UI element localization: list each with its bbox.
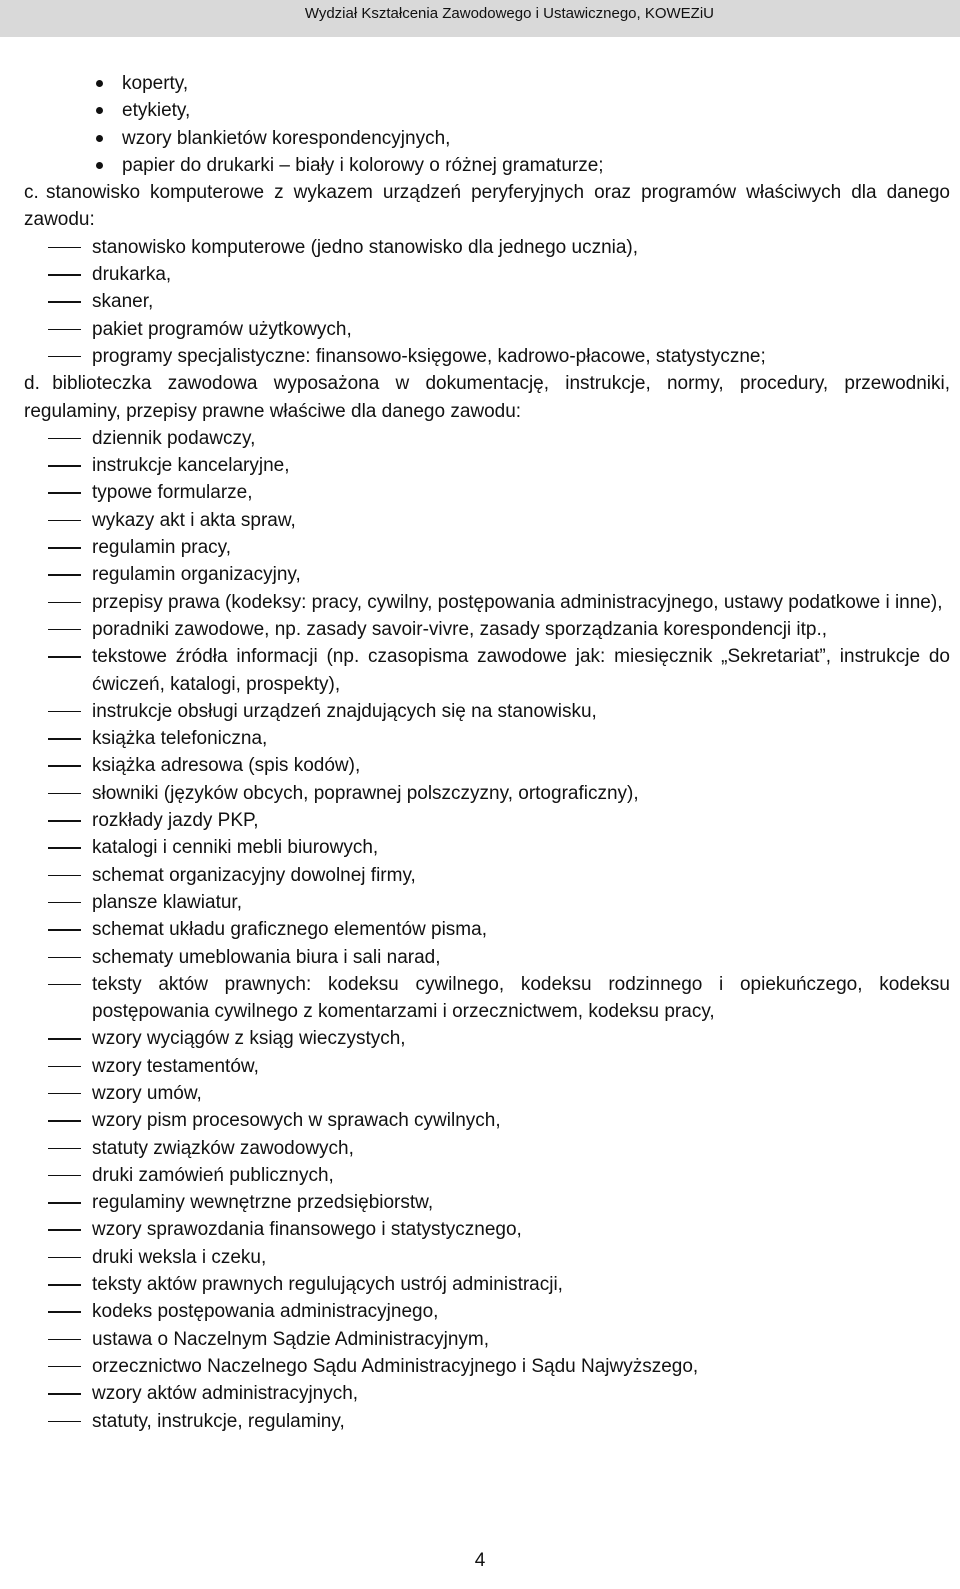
section-d-text: biblioteczka zawodowa wyposażona w dokumentację, instrukcje, normy, procedury, przewodniki, regulaminy, przepisy prawne właściwe dla danego zawodu: [24, 373, 950, 422]
dash-item: drukarka, [24, 261, 950, 288]
dash-item: książka telefoniczna, [24, 725, 950, 752]
dash-item: ustawa o Naczelnym Sądzie Administracyjnym, [24, 1326, 950, 1353]
dash-item: poradniki zawodowe, np. zasady savoir-vivre, zasady sporządzania korespondencji itp., [24, 616, 950, 643]
dash-item: wzory umów, [24, 1080, 950, 1107]
dash-item: schemat organizacyjny dowolnej firmy, [24, 862, 950, 889]
section-c-label: c. [24, 182, 39, 204]
dash-item: wzory testamentów, [24, 1053, 950, 1080]
page-header [0, 0, 960, 37]
dash-item: wzory wyciągów z ksiąg wieczystych, [24, 1025, 950, 1052]
dash-item: wzory sprawozdania finansowego i statystycznego, [24, 1216, 950, 1243]
dash-item: instrukcje kancelaryjne, [24, 452, 950, 479]
dash-item: wykazy akt i akta spraw, [24, 507, 950, 534]
dash-item: teksty aktów prawnych: kodeksu cywilnego, kodeksu rodzinnego i opiekuńczego, kodeksu postępowania cywilnego z komentarzami i orzecznictwem, kodeksu pracy, [24, 971, 950, 1026]
dash-item: kodeks postępowania administracyjnego, [24, 1298, 950, 1325]
section-d [24, 370, 950, 425]
dash-item: teksty aktów prawnych regulujących ustrój administracji, [24, 1271, 950, 1298]
dash-item: słowniki (języków obcych, poprawnej polszczyzny, ortograficzny), [24, 780, 950, 807]
dash-item: plansze klawiatur, [24, 889, 950, 916]
dash-item: regulamin organizacyjny, [24, 561, 950, 588]
bullet-item: koperty, [24, 70, 950, 97]
header-title: Wydział Kształcenia Zawodowego i Ustawicznego, KOWEZiU [304, 5, 714, 22]
dash-item: statuty, instrukcje, regulaminy, [24, 1408, 950, 1435]
dash-item: książka adresowa (spis kodów), [24, 752, 950, 779]
dash-item: regulaminy wewnętrzne przedsiębiorstw, [24, 1189, 950, 1216]
dash-item: dziennik podawczy, [24, 425, 950, 452]
section-c-list [24, 234, 950, 370]
dash-item: schemat układu graficznego elementów pisma, [24, 916, 950, 943]
section-c [24, 179, 950, 234]
dash-item: typowe formularze, [24, 479, 950, 506]
section-d-list [24, 425, 950, 1435]
dash-item: instrukcje obsługi urządzeń znajdujących się na stanowisku, [24, 698, 950, 725]
dash-item: pakiet programów użytkowych, [24, 316, 950, 343]
dash-item: katalogi i cenniki mebli biurowych, [24, 834, 950, 861]
dash-item: stanowisko komputerowe (jedno stanowisko dla jednego ucznia), [24, 234, 950, 261]
section-d-label: d. [24, 373, 40, 395]
dash-item: rozkłady jazdy PKP, [24, 807, 950, 834]
dash-item: statuty związków zawodowych, [24, 1135, 950, 1162]
dash-item: orzecznictwo Naczelnego Sądu Administracyjnego i Sądu Najwyższego, [24, 1353, 950, 1380]
dash-item: wzory aktów administracyjnych, [24, 1380, 950, 1407]
bullet-item: papier do drukarki – biały i kolorowy o różnej gramaturze; [24, 152, 950, 179]
dash-item: skaner, [24, 288, 950, 315]
dash-item: przepisy prawa (kodeksy: pracy, cywilny, postępowania administracyjnego, ustawy podatkowe i inne), [24, 589, 950, 616]
bullet-item: etykiety, [24, 97, 950, 124]
dash-item: druki weksla i czeku, [24, 1244, 950, 1271]
dash-item: regulamin pracy, [24, 534, 950, 561]
dash-item: tekstowe źródła informacji (np. czasopisma zawodowe jak: miesięcznik „Sekretariat”, instrukcje do ćwiczeń, katalogi, prospekty), [24, 643, 950, 698]
page-number: 4 [474, 1550, 486, 1571]
dash-item: schematy umeblowania biura i sali narad, [24, 944, 950, 971]
dash-item: wzory pism procesowych w sprawach cywilnych, [24, 1107, 950, 1134]
document-body [24, 70, 950, 1435]
section-c-text: stanowisko komputerowe z wykazem urządzeń peryferyjnych oraz programów właściwych dla danego zawodu: [24, 182, 950, 231]
dash-item: programy specjalistyczne: finansowo-księgowe, kadrowo-płacowe, statystyczne; [24, 343, 950, 370]
dash-item: druki zamówień publicznych, [24, 1162, 950, 1189]
bullet-item: wzory blankietów korespondencyjnych, [24, 125, 950, 152]
bullet-list [24, 70, 950, 179]
